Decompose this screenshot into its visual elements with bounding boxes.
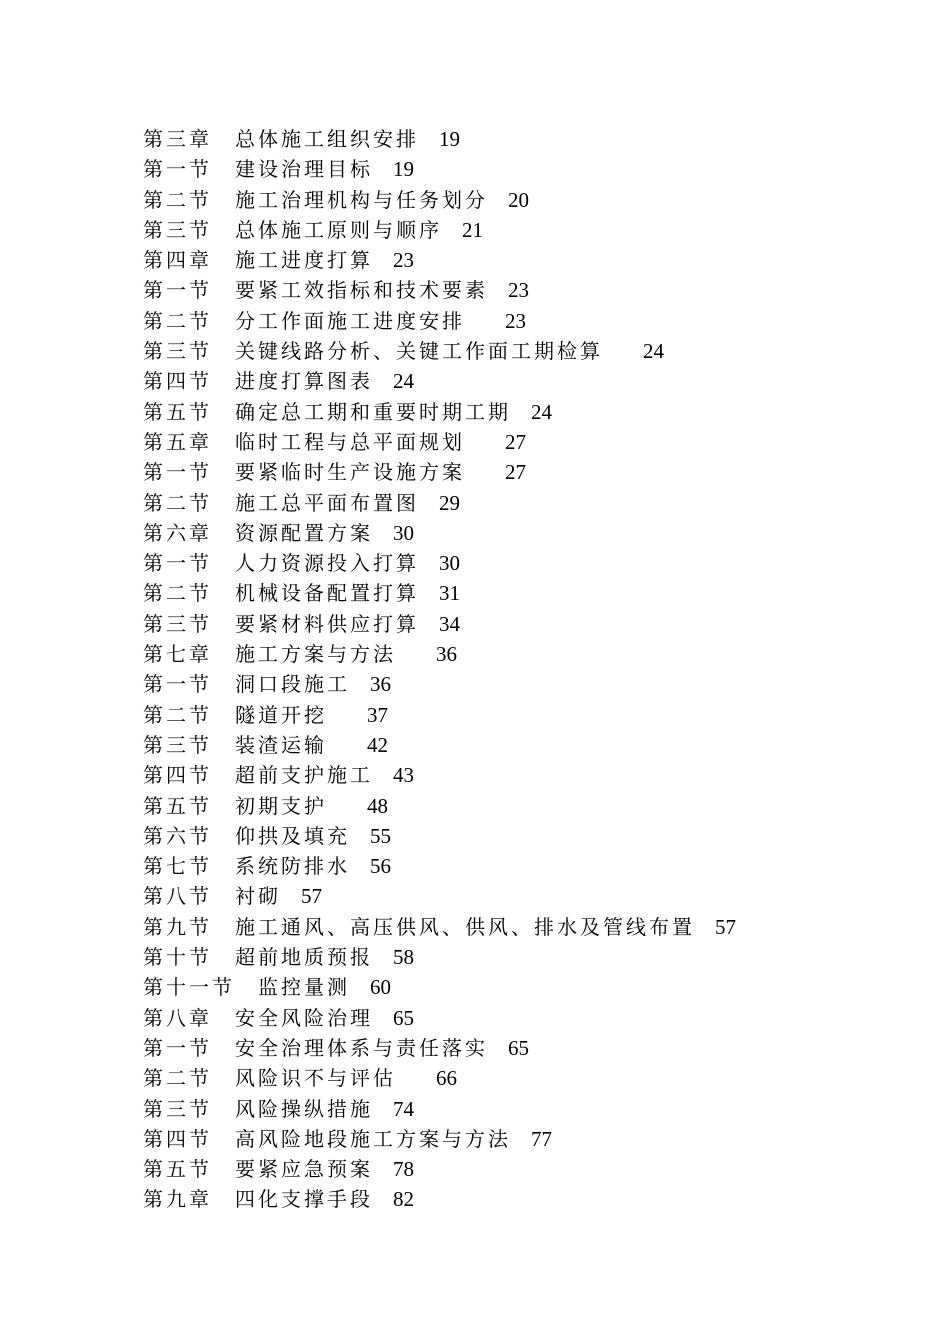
toc-entry-page: 48 <box>367 793 388 818</box>
toc-entry[interactable] <box>143 639 903 669</box>
toc-entry-gap <box>373 157 393 181</box>
toc-entry-gap <box>373 521 393 545</box>
toc-entry-page: 27 <box>505 429 526 454</box>
toc-entry-page: 19 <box>439 127 460 151</box>
toc-entry-page: 20 <box>508 187 529 212</box>
toc-entry-label: 第八章 安全风险治理 <box>143 1005 373 1030</box>
toc-entry-page: 27 <box>505 460 526 485</box>
toc-entry[interactable] <box>143 700 903 730</box>
toc-entry[interactable] <box>143 1124 903 1154</box>
toc-entry-page: 23 <box>393 248 414 273</box>
toc-entry[interactable] <box>143 457 903 487</box>
toc-entry-gap <box>373 763 393 787</box>
toc-entry[interactable] <box>143 275 903 305</box>
toc-entry-label: 第四章 施工进度打算 <box>143 248 373 273</box>
toc-entry-page: 31 <box>439 581 460 606</box>
toc-entry-gap <box>327 794 367 818</box>
toc-entry-page: 29 <box>439 490 460 515</box>
toc-entry-label: 第二节 施工治理机构与任务划分 <box>143 187 488 212</box>
toc-entry[interactable] <box>143 942 903 972</box>
toc-entry-gap <box>281 884 301 908</box>
toc-entry-label: 第六章 资源配置方案 <box>143 520 373 545</box>
toc-entry[interactable] <box>143 972 903 1002</box>
toc-entry-page: 36 <box>436 642 457 667</box>
toc-entry[interactable] <box>143 185 903 215</box>
toc-entry-page: 57 <box>301 884 322 909</box>
toc-entry[interactable] <box>143 1033 903 1063</box>
toc-entry[interactable] <box>143 760 903 790</box>
toc-entry-page: 30 <box>439 551 460 576</box>
toc-entry-gap <box>603 339 643 363</box>
toc-entry-page: 58 <box>393 945 414 970</box>
toc-entry[interactable] <box>143 821 903 851</box>
toc-entry[interactable] <box>143 336 903 366</box>
toc-entry[interactable] <box>143 669 903 699</box>
toc-entry-gap <box>373 1097 393 1121</box>
toc-entry[interactable] <box>143 427 903 457</box>
toc-entry-gap <box>373 1157 393 1181</box>
toc-entry-gap <box>419 491 439 515</box>
toc-entry[interactable] <box>143 1063 903 1093</box>
toc-entry-page: 24 <box>531 399 552 424</box>
toc-entry[interactable] <box>143 730 903 760</box>
toc-entry-page: 30 <box>393 520 414 545</box>
toc-entry-page: 78 <box>393 1157 414 1182</box>
toc-entry-gap <box>350 975 370 999</box>
toc-entry[interactable] <box>143 609 903 639</box>
toc-entry-gap <box>373 369 393 393</box>
toc-entry-page: 65 <box>508 1035 529 1060</box>
toc-entry-label: 第一节 要紧临时生产设施方案 <box>143 460 465 485</box>
toc-entry-label: 第一节 要紧工效指标和技术要素 <box>143 278 488 303</box>
toc-entry[interactable] <box>143 366 903 396</box>
toc-entry-page: 36 <box>370 672 391 697</box>
toc-entry-gap <box>327 733 367 757</box>
toc-entry-gap <box>488 278 508 302</box>
toc-entry-gap <box>419 581 439 605</box>
toc-entry-label: 第二节 隧道开挖 <box>143 702 327 727</box>
toc-entry-gap <box>396 642 436 666</box>
toc-entry-label: 第三节 风险操纵措施 <box>143 1096 373 1121</box>
toc-entry-gap <box>511 400 531 424</box>
toc-entry-gap <box>396 1066 436 1090</box>
toc-entry[interactable] <box>143 1154 903 1184</box>
toc-entry-label: 第十节 超前地质预报 <box>143 945 373 970</box>
toc-entry-gap <box>327 703 367 727</box>
toc-entry-label: 第三节 关键线路分析、关键工作面工期检算 <box>143 339 603 364</box>
toc-entry-gap <box>465 460 505 484</box>
toc-entry[interactable] <box>143 124 903 154</box>
toc-entry-page: 24 <box>393 369 414 394</box>
toc-entry-page: 55 <box>370 823 391 848</box>
toc-entry-gap <box>373 945 393 969</box>
toc-entry-page: 34 <box>439 611 460 636</box>
toc-entry-label: 第九节 施工通风、高压供风、供风、排水及管线布置 <box>143 914 695 939</box>
toc-entry-gap <box>373 1006 393 1030</box>
toc-entry[interactable] <box>143 578 903 608</box>
toc-entry-page: 77 <box>531 1126 552 1151</box>
toc-entry-label: 第五节 初期支护 <box>143 793 327 818</box>
toc-entry-label: 第五节 确定总工期和重要时期工期 <box>143 399 511 424</box>
toc-entry-label: 第七节 系统防排水 <box>143 854 350 879</box>
toc-entry-label: 第一节 安全治理体系与责任落实 <box>143 1035 488 1060</box>
toc-entry[interactable] <box>143 245 903 275</box>
toc-entry[interactable] <box>143 548 903 578</box>
toc-entry-gap <box>442 218 462 242</box>
toc-entry-gap <box>465 309 505 333</box>
toc-entry-gap <box>488 188 508 212</box>
toc-entry[interactable] <box>143 488 903 518</box>
toc-entry-gap <box>695 915 715 939</box>
toc-entry-label: 第八节 衬砌 <box>143 884 281 909</box>
toc-entry-page: 24 <box>643 339 664 364</box>
toc-entry-page: 56 <box>370 854 391 879</box>
toc-entry[interactable] <box>143 306 903 336</box>
toc-entry-label: 第五节 要紧应急预案 <box>143 1157 373 1182</box>
toc-entry-page: 23 <box>505 308 526 333</box>
toc-entry-label: 第十一节 监控量测 <box>143 975 350 1000</box>
toc-entry-label: 第三章 总体施工组织安排 <box>143 127 419 151</box>
toc-entry-page: 21 <box>462 217 483 242</box>
toc-entry-gap <box>419 551 439 575</box>
toc-entry-gap <box>419 612 439 636</box>
toc-entry-label: 第二节 机械设备配置打算 <box>143 581 419 606</box>
toc-entry-label: 第三节 总体施工原则与顺序 <box>143 217 442 242</box>
toc-entry[interactable] <box>143 881 903 911</box>
toc-entry-gap <box>373 248 393 272</box>
toc-entry-page: 37 <box>367 702 388 727</box>
toc-entry-label: 第三节 要紧材料供应打算 <box>143 611 419 636</box>
toc-entry[interactable] <box>143 518 903 548</box>
toc-entry-label: 第四节 进度打算图表 <box>143 369 373 394</box>
toc-entry-page: 42 <box>367 732 388 757</box>
toc-entry[interactable] <box>143 791 903 821</box>
toc-entry-label: 第九章 四化支撑手段 <box>143 1187 373 1212</box>
toc-entry[interactable] <box>143 912 903 942</box>
toc-entry-label: 第一节 人力资源投入打算 <box>143 551 419 576</box>
toc-entry-gap <box>350 854 370 878</box>
toc-entry-label: 第四节 超前支护施工 <box>143 763 373 788</box>
toc-entry-page: 74 <box>393 1096 414 1121</box>
toc-entry-gap <box>350 824 370 848</box>
toc-entry-gap <box>488 1036 508 1060</box>
table-of-contents <box>143 124 903 1215</box>
toc-entry-label: 第七章 施工方案与方法 <box>143 642 396 667</box>
toc-entry-label: 第五章 临时工程与总平面规划 <box>143 429 465 454</box>
toc-entry[interactable] <box>143 851 903 881</box>
toc-entry-label: 第四节 高风险地段施工方案与方法 <box>143 1126 511 1151</box>
toc-entry-page: 19 <box>393 157 414 182</box>
toc-entry[interactable] <box>143 1184 903 1214</box>
toc-entry-label: 第三节 装渣运输 <box>143 732 327 757</box>
toc-entry-page: 23 <box>508 278 529 303</box>
toc-entry-page: 43 <box>393 763 414 788</box>
toc-entry-gap <box>419 127 439 151</box>
toc-entry[interactable] <box>143 1003 903 1033</box>
toc-entry[interactable] <box>143 1094 903 1124</box>
toc-entry-label: 第一节 建设治理目标 <box>143 157 373 182</box>
toc-entry[interactable] <box>143 215 903 245</box>
toc-entry-page: 60 <box>370 975 391 1000</box>
toc-entry-gap <box>350 672 370 696</box>
toc-entry-label: 第一节 洞口段施工 <box>143 672 350 697</box>
toc-entry-label: 第二节 施工总平面布置图 <box>143 490 419 515</box>
toc-entry-label: 第六节 仰拱及填充 <box>143 823 350 848</box>
toc-entry[interactable] <box>143 154 903 184</box>
toc-entry-page: 65 <box>393 1005 414 1030</box>
toc-entry[interactable] <box>143 397 903 427</box>
toc-entry-label: 第二节 分工作面施工进度安排 <box>143 308 465 333</box>
toc-entry-page: 66 <box>436 1066 457 1091</box>
toc-entry-page: 57 <box>715 914 736 939</box>
toc-entry-gap <box>465 430 505 454</box>
toc-entry-label: 第二节 风险识不与评估 <box>143 1066 396 1091</box>
toc-entry-gap <box>373 1187 393 1211</box>
toc-entry-gap <box>511 1127 531 1151</box>
toc-entry-page: 82 <box>393 1187 414 1212</box>
